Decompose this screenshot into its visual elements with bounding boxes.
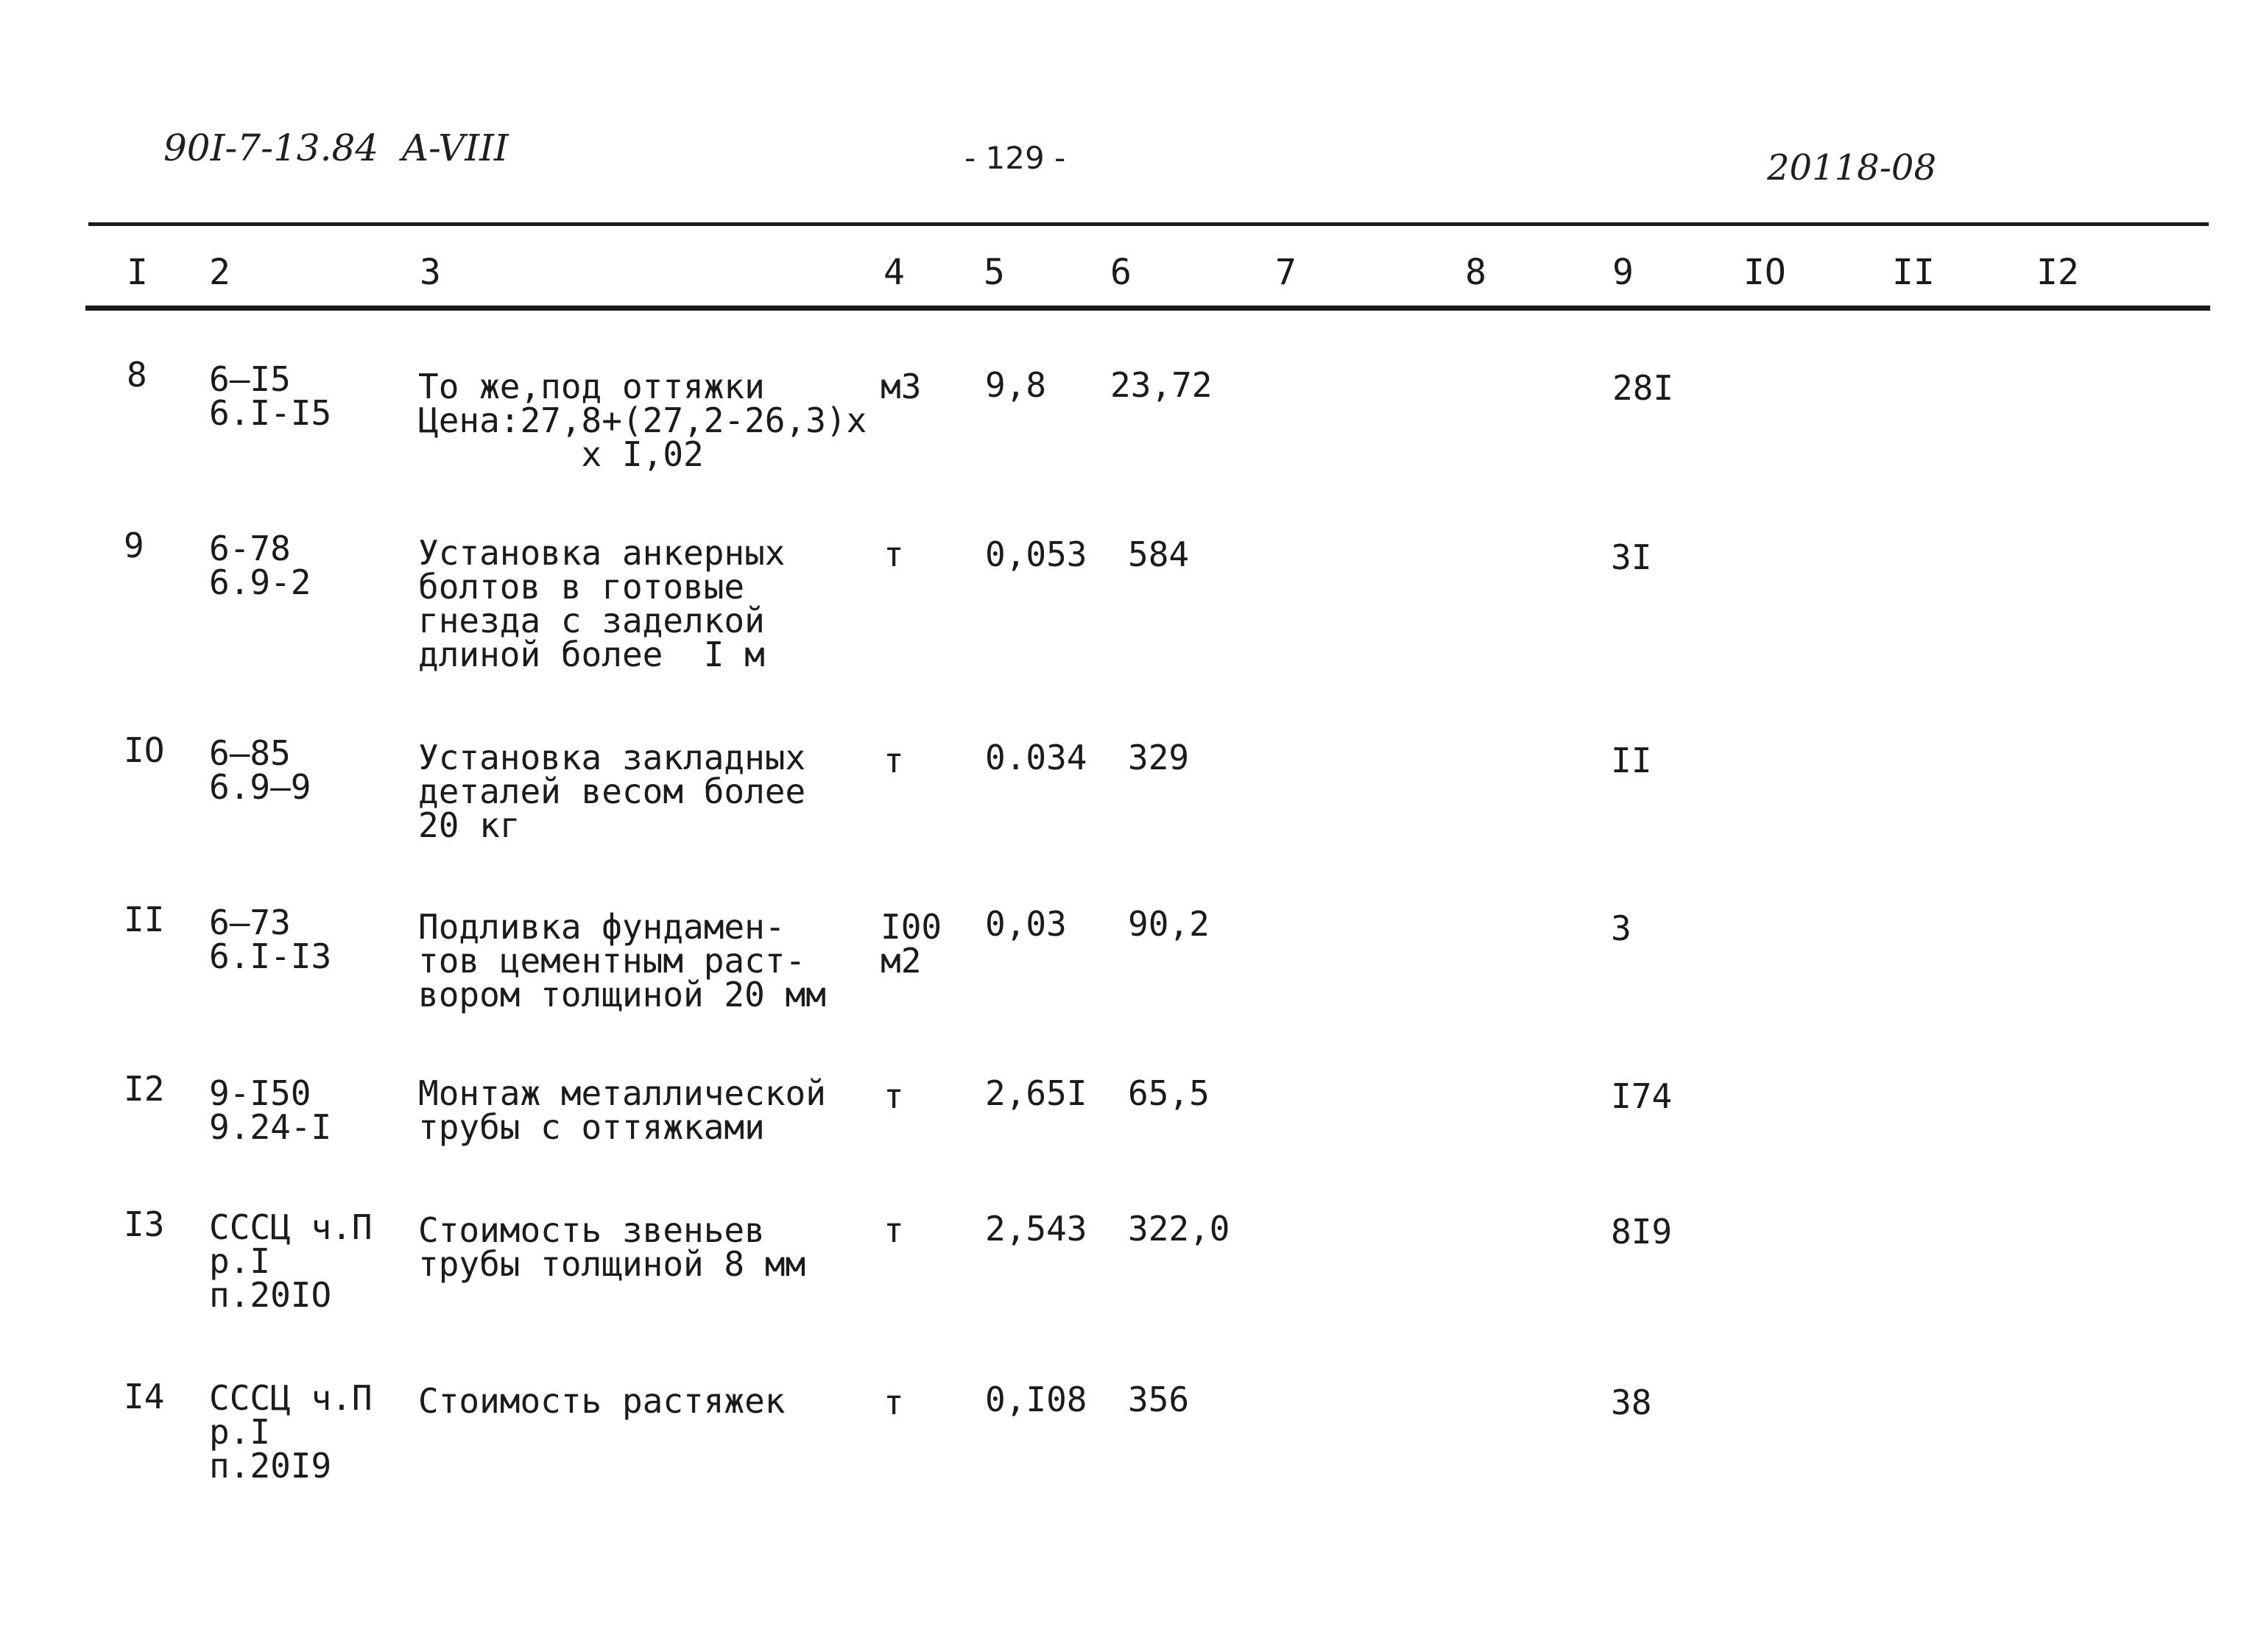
row-number: I4 <box>124 1377 165 1416</box>
unit-price: 65,5 <box>1128 1073 1210 1113</box>
work-description: Стоимость растяжек <box>418 1381 786 1421</box>
quantity: 2,543 <box>985 1209 1087 1249</box>
unit-price: 23,72 <box>1110 365 1213 405</box>
table-top-rule <box>88 222 2209 226</box>
unit: т <box>883 741 904 780</box>
total-cost: 28I <box>1612 368 1674 408</box>
column-header-12: I2 <box>2036 252 2079 293</box>
unit: т <box>883 1383 904 1422</box>
rate-code: 9-I50 9.24-I <box>209 1073 332 1147</box>
quantity: 0,053 <box>985 534 1087 574</box>
rate-code: 6–73 6.I-I3 <box>209 903 332 976</box>
album-number: 20118-08 <box>1767 147 1936 188</box>
rate-code: СССЦ ч.П р.I п.20I9 <box>209 1378 373 1486</box>
row-number: II <box>124 900 165 939</box>
column-header-11: II <box>1892 252 1935 293</box>
rate-code: 6-78 6.9-2 <box>209 529 311 602</box>
quantity: 2,65I <box>985 1073 1087 1113</box>
unit: I00 м2 <box>881 907 942 981</box>
work-description: Стоимость звеньев трубы толщиной 8 мм <box>418 1210 806 1284</box>
row-number: 9 <box>124 526 144 565</box>
unit: т <box>883 1210 904 1250</box>
row-number: I3 <box>124 1204 165 1244</box>
quantity: 9,8 <box>985 365 1047 405</box>
total-cost: 8I9 <box>1611 1212 1673 1252</box>
unit-price: 584 <box>1128 534 1190 574</box>
work-description: Установка закладных деталей весом более 20 кг <box>418 738 806 845</box>
row-number: I2 <box>124 1069 165 1109</box>
quantity: 0,03 <box>985 904 1067 944</box>
column-header-1: I <box>127 252 148 293</box>
total-cost: II <box>1611 741 1652 780</box>
unit-price: 322,0 <box>1128 1209 1230 1249</box>
rate-code: 6–85 6.9–9 <box>209 733 311 807</box>
total-cost: 38 <box>1611 1383 1652 1422</box>
unit: т <box>883 534 904 574</box>
work-description: Подливка фундамен- тов цементным раст- вором толщиной 20 мм <box>418 907 826 1014</box>
page-number: - 129 - <box>964 140 1066 176</box>
table-header-rule <box>85 306 2210 311</box>
total-cost: I74 <box>1611 1076 1673 1116</box>
work-description: Установка анкерных болтов в готовые гнезда с заделкой длиной более I м <box>418 533 786 674</box>
column-header-6: 6 <box>1110 252 1132 293</box>
column-header-3: 3 <box>420 252 441 293</box>
column-header-10: IO <box>1743 252 1786 293</box>
column-header-2: 2 <box>209 252 230 293</box>
work-description: Монтаж металлической трубы с оттяжками <box>418 1073 826 1147</box>
unit-price: 329 <box>1128 738 1190 777</box>
work-description: То же,под оттяжки Цена:27,8+(27,2-26,3)x x I,02 <box>418 367 867 474</box>
column-header-9: 9 <box>1612 252 1634 293</box>
row-number: 8 <box>127 355 147 395</box>
column-header-4: 4 <box>883 252 905 293</box>
total-cost: 3 <box>1611 908 1632 948</box>
rate-code: СССЦ ч.П р.I п.20IO <box>209 1207 373 1315</box>
column-header-8: 8 <box>1465 252 1486 293</box>
document-code: 90I-7-13.84 A-VIII <box>163 127 509 169</box>
column-header-7: 7 <box>1275 252 1297 293</box>
unit-price: 356 <box>1128 1380 1190 1419</box>
unit: т <box>883 1076 904 1116</box>
rate-code: 6–I5 6.I-I5 <box>209 359 332 433</box>
unit-price: 90,2 <box>1128 904 1210 944</box>
total-cost: 3I <box>1611 537 1652 577</box>
quantity: 0.034 <box>985 738 1087 777</box>
quantity: 0,I08 <box>985 1380 1087 1419</box>
unit: м3 <box>881 367 922 406</box>
column-header-5: 5 <box>984 252 1005 293</box>
row-number: IO <box>124 730 165 770</box>
